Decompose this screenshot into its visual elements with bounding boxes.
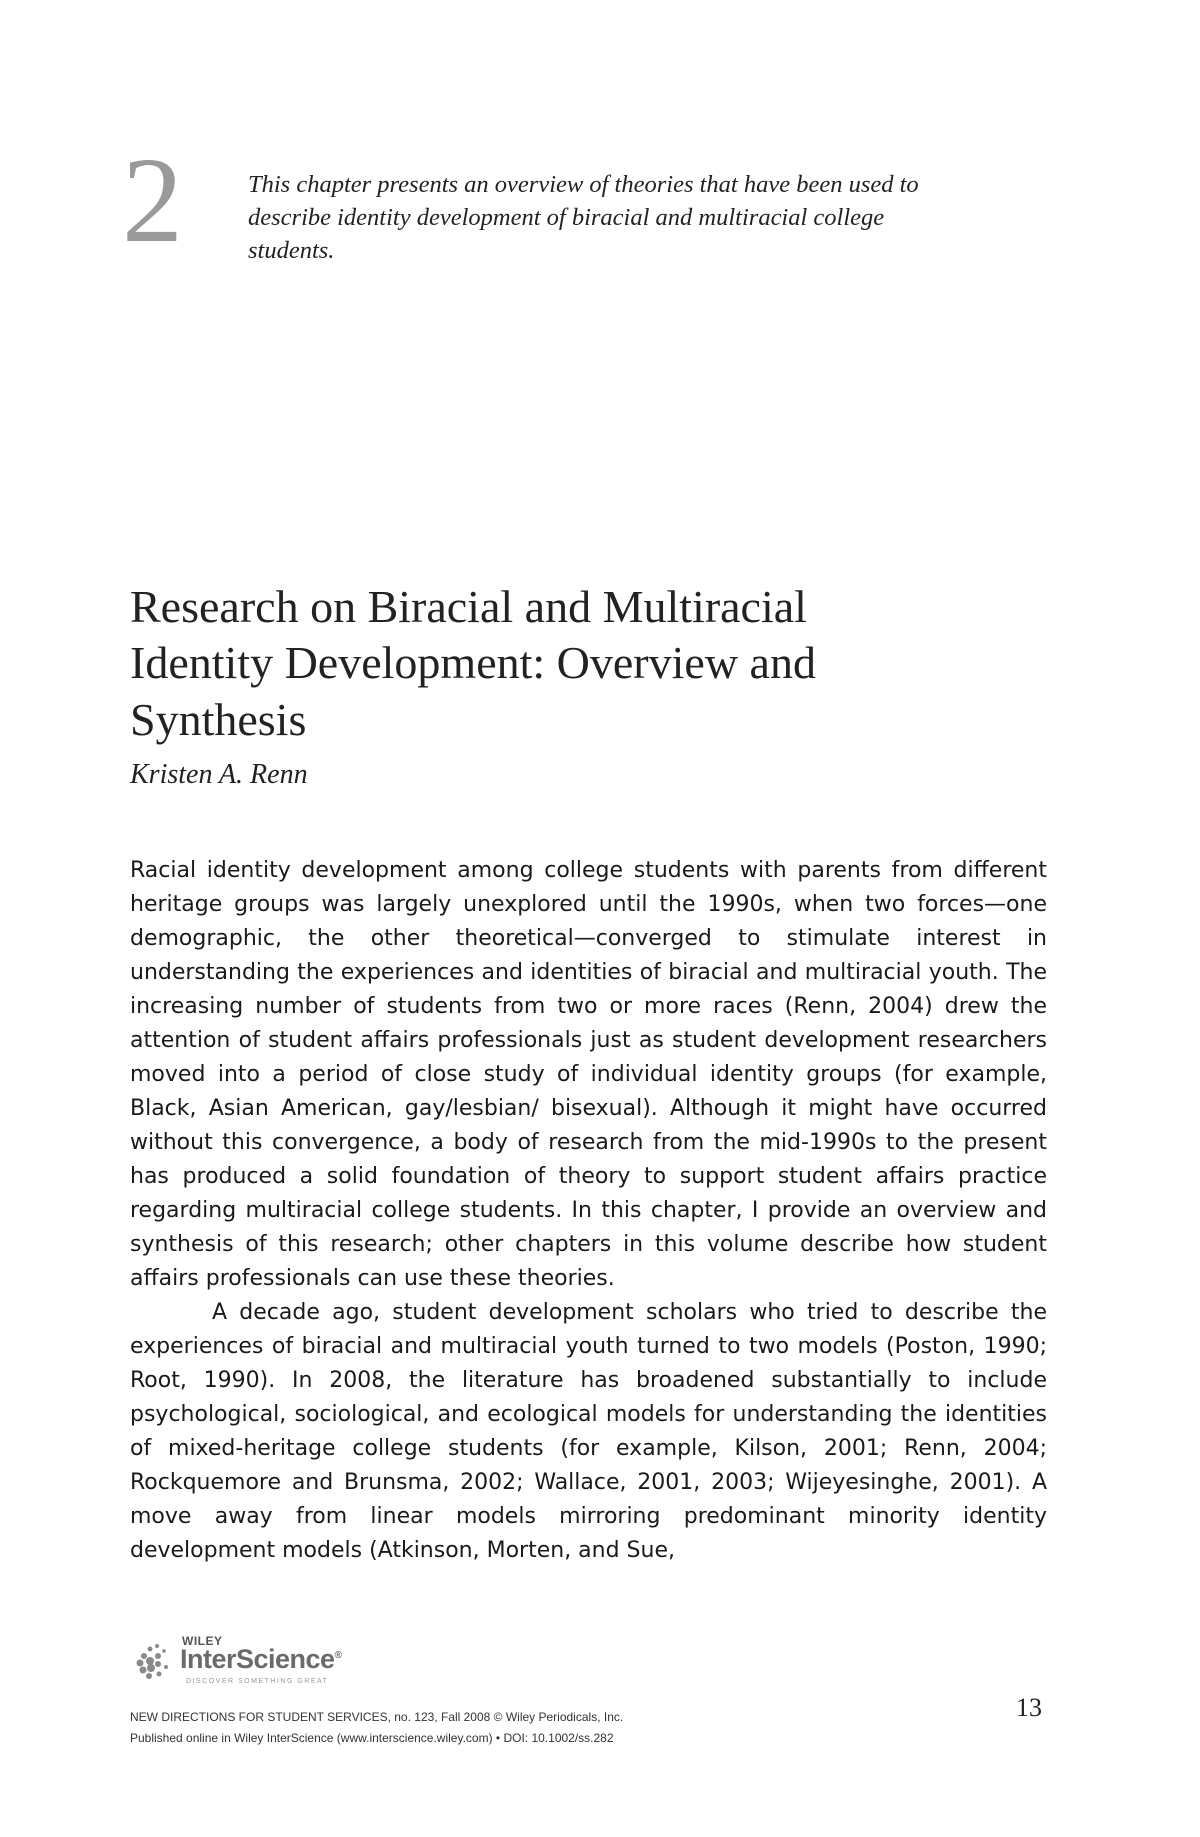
wiley-interscience-logo (130, 1634, 430, 1690)
chapter-abstract: This chapter presents an overview of theories that have been used to describe identity development of biracial and multiracial college students. (248, 171, 919, 264)
article-body (130, 854, 1047, 1568)
publisher-name: WILEY (182, 1634, 223, 1648)
logo-tagline: DISCOVER SOMETHING GREAT (186, 1678, 329, 1685)
logo-wordmark: InterScience® (180, 1644, 342, 1674)
body-paragraph: A decade ago, student development scholars who tried to describe the experiences of biracial and multiracial youth turned to two models (Poston, 1990; Root, 1990). In 2008, the literature has broadened substantially to include psychological, sociological, and ecological models for understanding the identities of mixed-heritage college students (for example, Kilson, 2001; Renn, 2004; Rockquemore and Brunsma, 2002; Wallace, 2001, 2003; Wijeyesinghe, 2001). A move away from linear models mirroring predominant minority identity development models (Atkinson, Morten, and Sue, (130, 1300, 1047, 1563)
footer-citation (130, 1707, 830, 1749)
globe-icon (130, 1636, 180, 1686)
chapter-number: 2 (122, 133, 183, 268)
page-number: 13 (1016, 1693, 1042, 1722)
footer-line: NEW DIRECTIONS FOR STUDENT SERVICES, no. 123, Fall 2008 © Wiley Periodicals, Inc. (130, 1710, 624, 1724)
footer-line: Published online in Wiley InterScience (www.interscience.wiley.com) • DOI: 10.1002/ss.282 (130, 1731, 614, 1745)
body-paragraph: Racial identity development among college students with parents from different heritage groups was largely unexplored until the 1990s, when two forces—one demographic, the other theoretical—converged to stimulate interest in understanding the experiences and identities of biracial and multiracial youth. The increasing number of students from two or more races (Renn, 2004) drew the attention of student affairs professionals just as student development researchers moved into a period of close study of individual identity groups (for example, Black, Asian American, gay/lesbian/ bisexual). Although it might have occurred without this convergence, a body of research from the mid-1990s to the present has produced a solid foundation of theory to support student affairs practice regarding multiracial college students. In this chapter, I provide an overview and synthesis of this research; other chapters in this volume describe how student affairs professionals can use these theories. (130, 858, 1047, 1291)
article-title: Research on Biracial and Multiracial Identity Development: Overview and Synthesis (130, 580, 816, 745)
article-author: Kristen A. Renn (130, 759, 308, 790)
